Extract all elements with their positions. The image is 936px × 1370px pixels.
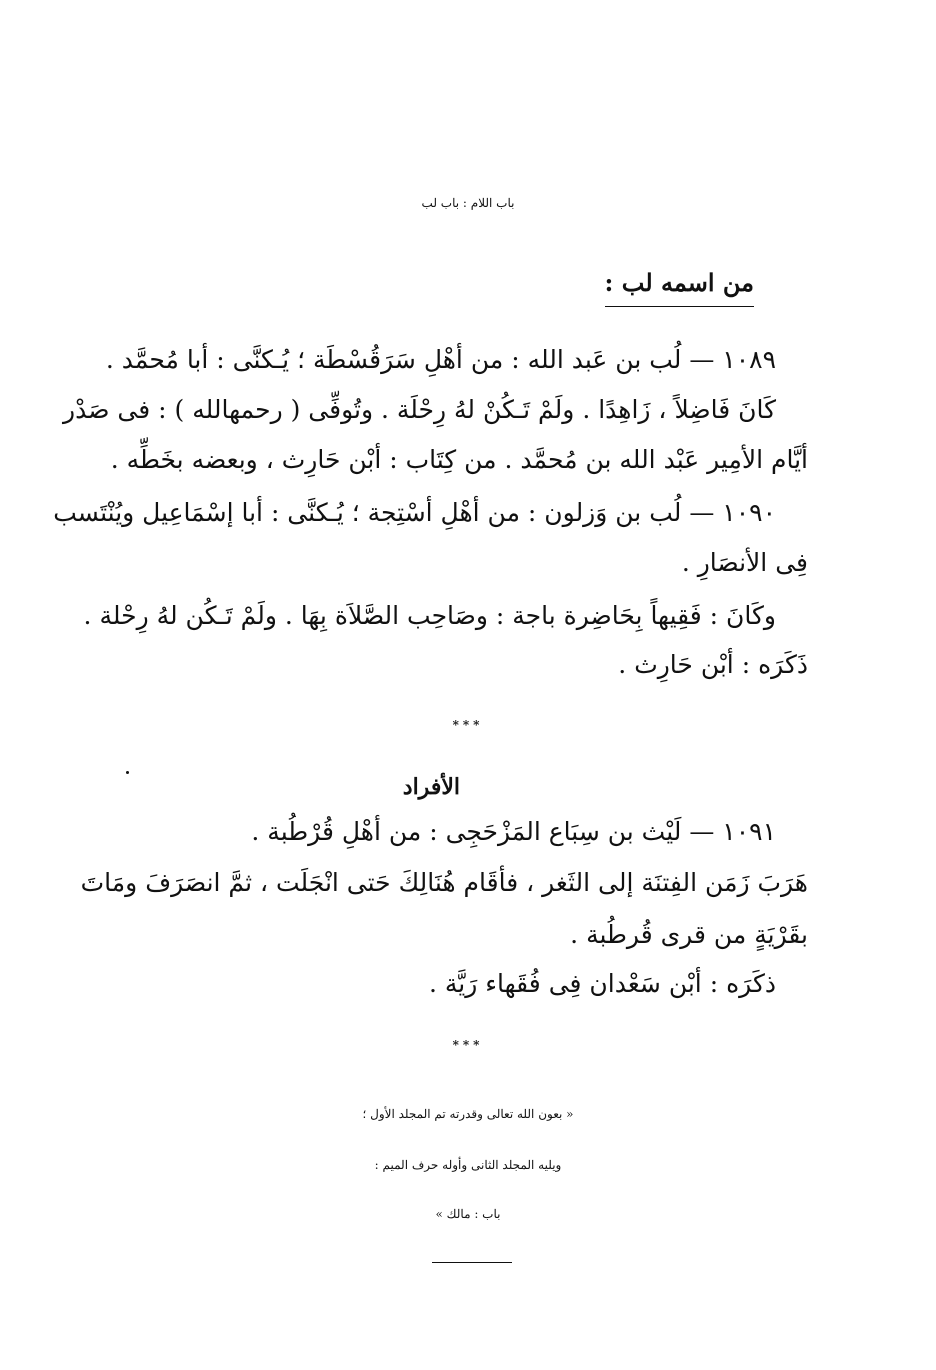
closing-line-2: ويليه المجلد الثانى وأوله حرف الميم : bbox=[374, 1158, 562, 1172]
end-rule bbox=[432, 1262, 512, 1263]
entry-1089-line-1: ١٠٨٩ — لُب بن عَبد الله : من أهْلِ سَرَقُسْطَة ؛ يُـكنَّى : أبا مُحمَّد . bbox=[105, 345, 776, 374]
subheading: من اسمه لب : bbox=[605, 266, 754, 307]
closing-line-3: باب : مالك » bbox=[435, 1207, 501, 1221]
entry-1090-line-4: ذَكَرَه : أبْن حَارِث . bbox=[618, 650, 808, 679]
entry-1091-line-2: هَرَبَ زَمَن الفِتنَة إلى الثَغر ، فأقَام هُنَالِكَ حَتى انْجَلَت ، ثمَّ انصَرَفَ ومَاتَ bbox=[80, 868, 808, 897]
separator-stars-2: *** bbox=[452, 1038, 484, 1052]
entry-1090-line-3: وكَانَ : فَقِيهاً بِحَاضِرة باجة : وصَاحِب الصَّلاَة بِهَا . ولَمْ تَـكُن لهُ رِحْلة . bbox=[83, 601, 776, 630]
separator-stars-1: *** bbox=[452, 718, 484, 732]
entry-1089-line-3: أيَّام الأمِير عَبْد الله بن مُحمَّد . من كِتَاب : أبْن حَارِث ، وبعضه بخَطِّه . bbox=[110, 445, 808, 474]
entry-1091-line-4: ذكَرَه : أبْن سَعْدان فِى فُقَهاء رَيَّة . bbox=[428, 969, 776, 998]
entry-1091-line-1: ١٠٩١ — لَيْث بن سِبَاع المَزْحَجِى : من أهْلِ قُرْطُبة . bbox=[251, 817, 776, 846]
section-title: الأفراد bbox=[402, 774, 460, 800]
chapter-title: باب اللام : باب لب bbox=[421, 196, 515, 210]
stray-mark bbox=[126, 771, 129, 774]
entry-1090-line-2: فِى الأنصَارِ . bbox=[681, 548, 808, 577]
entry-1089-line-2: كَانَ فَاضِلاً ، زَاهِدًا . ولَمْ تَـكُنْ لهُ رِحْلَة . وتُوفِّى ( رحمهالله ) : فى صَدْر bbox=[63, 395, 776, 424]
entry-1091-line-3: بقَرْيَةٍ من قرى قُرطُبة . bbox=[570, 920, 808, 949]
closing-line-1: « بعون الله تعالى وقدرته تم المجلد الأول ؛ bbox=[362, 1107, 574, 1121]
entry-1090-line-1: ١٠٩٠ — لُب بن وَزلون : من أهْلِ أسْتِجة ؛ يُـكنَّى : أبا إسْمَاعِيل ويُنْتَسب bbox=[53, 498, 776, 527]
